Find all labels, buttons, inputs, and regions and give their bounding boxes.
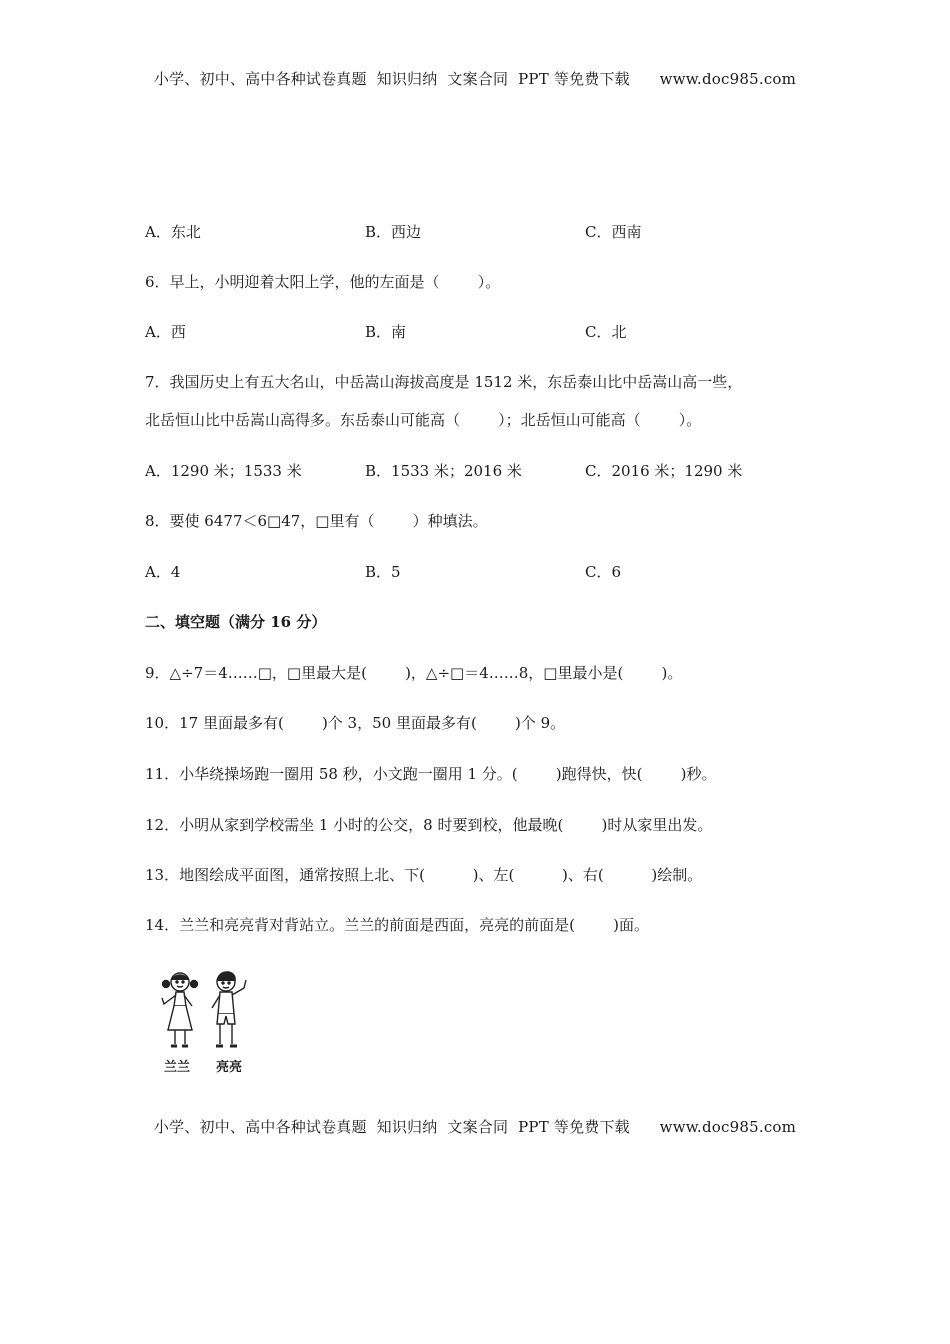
page-footer: 小学、初中、高中各种试卷真题 知识归纳 文案合同 PPT 等免费下载 www.doc985.com bbox=[153, 1118, 797, 1136]
q6-option-c: C．北 bbox=[585, 323, 627, 341]
q6-option-b: B．南 bbox=[365, 323, 407, 341]
q7-option-a: A．1290 米；1533 米 bbox=[145, 462, 302, 480]
q5-option-a: A．东北 bbox=[145, 223, 201, 241]
q14-text: 14．兰兰和亮亮背对背站立。兰兰的前面是西面，亮亮的前面是( )面。 bbox=[145, 916, 649, 934]
children-illustration bbox=[152, 968, 262, 1056]
q13-text: 13．地图绘成平面图，通常按照上北、下( )、左( )、右( )绘制。 bbox=[145, 866, 703, 884]
q8-option-a: A．4 bbox=[145, 563, 181, 581]
q5-option-b: B．西边 bbox=[365, 223, 422, 241]
q8-option-c: C．6 bbox=[585, 563, 622, 581]
q12-text: 12．小明从家到学校需坐 1 小时的公交，8 时要到校，他最晚( )时从家里出发。 bbox=[145, 816, 713, 834]
label-liangliang: 亮亮 bbox=[216, 1060, 243, 1075]
back-to-back-children-figure bbox=[152, 968, 262, 1076]
page-header: 小学、初中、高中各种试卷真题 知识归纳 文案合同 PPT 等免费下载 www.doc985.com bbox=[153, 70, 797, 88]
q9-text: 9．△÷7＝4……□，□里最大是( )，△÷□＝4……8，□里最小是( )。 bbox=[145, 664, 683, 682]
q7-option-b: B．1533 米；2016 米 bbox=[365, 462, 522, 480]
liangliang-figure bbox=[212, 972, 246, 1046]
lanlan-figure bbox=[162, 973, 198, 1046]
q7-text-line2: 北岳恒山比中岳嵩山高得多。东岳泰山可能高（ ）；北岳恒山可能高（ ）。 bbox=[145, 411, 702, 429]
q5-option-c: C．西南 bbox=[585, 223, 642, 241]
label-lanlan: 兰兰 bbox=[164, 1060, 191, 1075]
q10-text: 10．17 里面最多有( )个 3，50 里面最多有( )个 9。 bbox=[145, 714, 566, 732]
q6-text: 6．早上，小明迎着太阳上学，他的左面是（ ）。 bbox=[145, 273, 501, 291]
q7-text-line1: 7．我国历史上有五大名山，中岳嵩山海拔高度是 1512 米，东岳泰山比中岳嵩山高一些， bbox=[145, 373, 743, 391]
q8-option-b: B．5 bbox=[365, 563, 401, 581]
q7-option-c: C．2016 米；1290 米 bbox=[585, 462, 743, 480]
q11-text: 11．小华绕操场跑一圈用 58 秒，小文跑一圈用 1 分。( )跑得快，快( )秒。 bbox=[145, 765, 717, 783]
section-2-title: 二、填空题（满分 16 分） bbox=[145, 613, 327, 631]
q6-option-a: A．西 bbox=[145, 323, 186, 341]
q8-text: 8．要使 6477＜6□47，□里有（ ）种填法。 bbox=[145, 512, 488, 530]
